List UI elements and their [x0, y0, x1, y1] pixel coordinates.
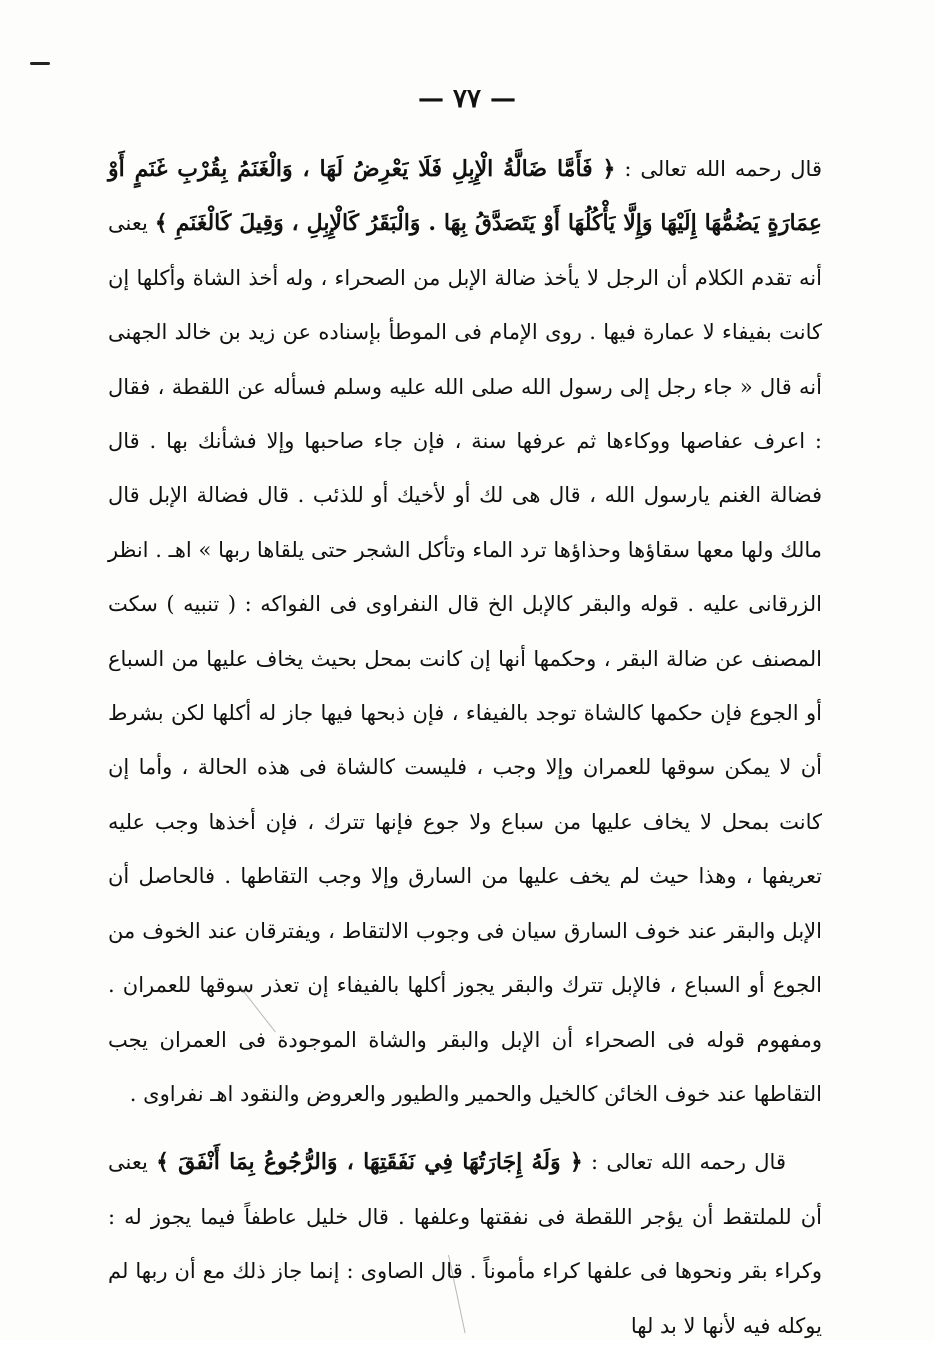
paragraph-1-verse: ﴿ فَأَمَّا ضَالَّةُ الْإِبِلِ فَلَا يَعْرِضُ لَهَا ، وَالْغَنَمُ بِقُرْبِ غَنَمٍ أَوْ عِمَارَةٍ يَضُمُّهَا إِلَيْهَا وَإِلَّا يَأْكُلُهَا أَوْ يَتَصَدَّقُ بِهَا . وَالْبَقَرُ كَالْإِبِلِ ، وَقِيلَ كَالْغَنَمِ ﴾ [108, 156, 823, 237]
paragraph-1-body: يعنى أنه تقدم الكلام أن الرجل لا يأخذ ضالة الإبل من الصحراء ، وله أخذ الشاة وأكلها إن كانت بفيفاء لا عمارة فيها . روى الإمام فى الموطأ بإسناده عن زيد بن خالد الجهنى أنه قال « جاء رجل إلى رسول الله صلى الله عليه وسلم فسأله عن اللقطة ، فقال : اعرف عفاصها ووكاءها ثم عرفها سنة ، فإن جاء صاحبها وإلا فشأنك بها . قال فضالة الغنم يارسول الله ، قال هى لك أو لأخيك أو للذئب . قال فضالة الإبل قال مالك ولها معها سقاؤها وحذاؤها ترد الماء وتأكل الشجر حتى يلقاها ربها » اهـ . انظر الزرقانى عليه . قوله والبقر كالإبل الخ قال النفراوى فى الفواكه : ( تنبيه ) سكت المصنف عن ضالة البقر ، وحكمها أنها إن كانت بمحل بحيث يخاف عليها من السباع أو الجوع فإن حكمها كالشاة توجد بالفيفاء ، فإن ذبحها فيها جاز له أكلها لكن بشرط أن لا يمكن سوقها للعمران وإلا وجب ، فليست كالشاة فى هذه الحالة ، وأما إن كانت بمحل لا يخاف عليها من سباع ولا جوع فإنها تترك ، فإن أخذها وجب عليه تعريفها ، وهذا حيث لم يخف عليها من السارق وإلا وجب التقاطها . فالحاصل أن الإبل والبقر عند خوف السارق سيان فى وجوب الالتقاط ، ويفترقان عند الخوف من الجوع أو السباع ، فالإبل تترك والبقر يجوز أكلها بالفيفاء إن تعذر سوقها للعمران . ومفهوم قوله فى الصحراء أن الإبل والبقر والشاة الموجودة فى العمران يجب التقاطها عند خوف الخائن كالخيل والحمير والطيور والعروض والنقود اهـ نفراوى . [108, 211, 822, 1106]
paragraph-1 [108, 142, 822, 1121]
margin-mark [30, 62, 50, 65]
paragraph-1-intro: قال رحمه الله تعالى : [615, 157, 822, 181]
paragraph-2-verse: ﴿ وَلَهُ إِجَارَتُهَا فِي نَفَقَتِهَا ، وَالرُّجُوعُ بِمَا أَنْفَقَ ﴾ [156, 1149, 583, 1176]
body-text [108, 142, 822, 1353]
paragraph-2 [108, 1135, 822, 1353]
paragraph-2-intro: قال رحمه الله تعالى : [582, 1150, 786, 1175]
page-number: — ٧٧ — [417, 84, 517, 114]
paragraph-2-body: يعنى أن للملتقط أن يؤجر اللقطة فى نفقتها وعلفها . قال خليل عاطفاً فيما يجوز له : وكراء بقر ونحوها فى علفها كراء مأموناً . قال الصاوى : إنما جاز ذلك مع أن ربها لم يوكله فيه لأنها لا بد لها [108, 1150, 822, 1338]
